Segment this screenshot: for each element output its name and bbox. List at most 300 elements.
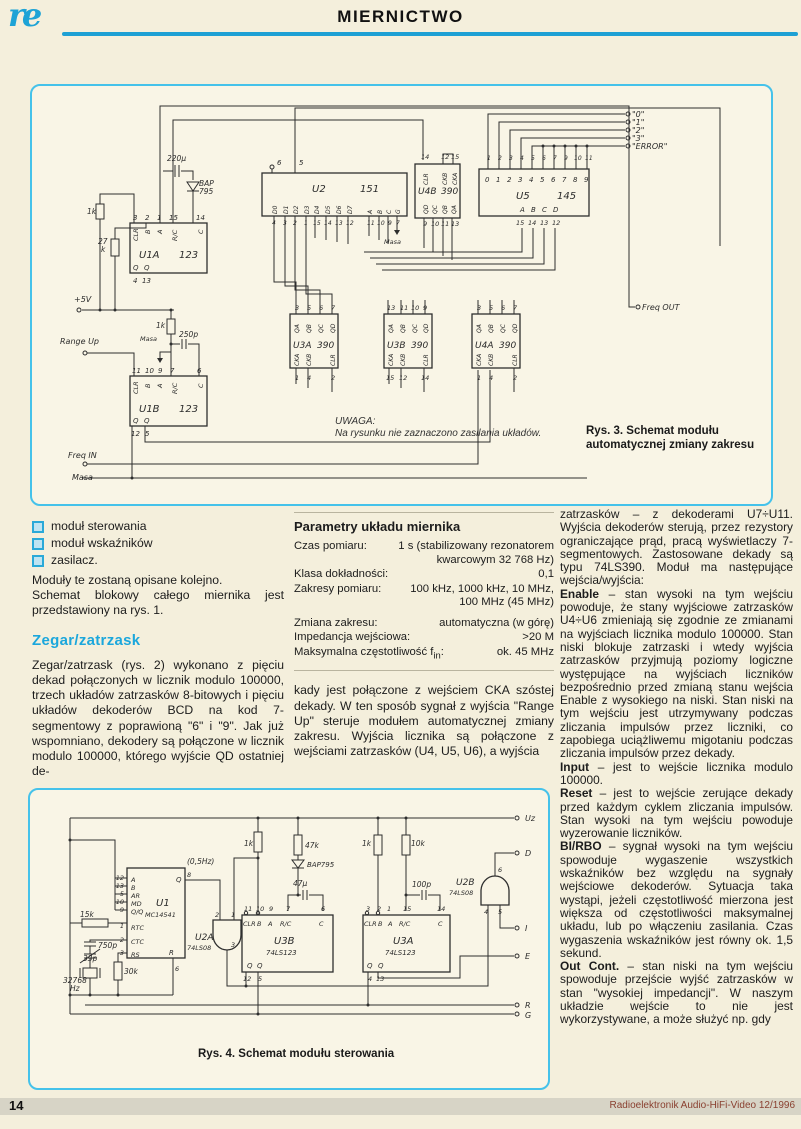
figure3-label-text: QA: [294, 324, 301, 333]
figure3-label-text: 3: [477, 304, 482, 312]
figure3-label-text: 9: [158, 367, 163, 375]
figure3-label-text: B: [144, 383, 152, 388]
figure3-label-text: 9: [388, 220, 392, 227]
right-column: [560, 508, 793, 1027]
figure3-label-text: 6: [277, 159, 282, 167]
figure3-label-text: D5: [325, 205, 332, 214]
figure3-label-text: 9: [564, 155, 568, 162]
figure3-label-text: R/C: [171, 229, 179, 241]
middle-column: [294, 512, 554, 759]
figure3-label-text: 2: [331, 374, 336, 382]
figure3-label-text: 7: [396, 220, 400, 227]
figure3-label-text: 14: [196, 214, 205, 222]
figure3-label-text: D3: [304, 205, 311, 214]
figure3-label-text: CKA: [388, 353, 395, 366]
figure3-label-text: D4: [314, 205, 321, 214]
figure3-label-text: Freq OUT: [642, 303, 680, 312]
figure3-label-text: D6: [336, 205, 343, 214]
figure4-label-text: 750p: [98, 941, 118, 950]
figure3-label-text: B: [531, 206, 536, 214]
io-entry: Input – jest to wejście licznika modulo 100000.: [560, 759, 793, 787]
figure4-label-text: 4: [484, 908, 489, 916]
figure3-label-text: D2: [293, 205, 300, 214]
figure4-label-text: 12: [115, 874, 124, 882]
figure4-label-text: 2: [119, 936, 124, 944]
chip-U1A: [130, 223, 207, 273]
figure3-label-text: U4A: [475, 341, 494, 351]
figure4-label-text: AR: [131, 892, 140, 900]
figure3-label-text: 15: [313, 220, 321, 227]
figure3-label-text: Masa: [72, 473, 93, 482]
figure3-label-text: k: [101, 245, 106, 254]
figure4-label-text: B: [257, 920, 262, 928]
figure3-label-text: 7: [331, 304, 336, 312]
figure3-label-text: C: [386, 209, 393, 214]
figure3-label-text: 13: [540, 219, 549, 227]
figure3-label-text: CLR: [132, 381, 140, 394]
figure4-label-text: C: [438, 920, 443, 928]
figure4-label-text: 74LS123: [266, 949, 297, 957]
figure3-label-text: U2: [312, 184, 326, 195]
figure4-label-text: 33p: [83, 954, 98, 963]
bullet-label: zasilacz.: [51, 552, 98, 567]
figure4-label-text: U3B: [274, 936, 295, 947]
paragraph: zatrzasków – z dekoderami U7÷U11. Wyjścia dekoderów sterują, przez rezystory ograniczające prąd, pracą wyświetlaczy 7-segmentowych. Zastosowane dekady są typu 74LS390. Moduł ma następujące wejścia/wyjścia:: [560, 507, 793, 588]
io-entry: Out Cont. – stan niski na tym wejściu spowoduje przejście wyjść zatrzasków w stan "wysokiej impedancji". W naszym układzie wejście to nie jest wykorzystywane, a może służyć np. gdy: [560, 959, 793, 1027]
figure3-label-text: 10: [377, 220, 385, 227]
figure3-label-text: 7: [513, 304, 518, 312]
figure4-label-text: G: [525, 1011, 532, 1020]
paragraph: Zegar/zatrzask (rys. 2) wykonano z pięciu dekad połączonych w licznik modulo 100000, trzech układów zatrzasków 8-bitowych i pięciu układów dekoderów BCD na kod 7-segmentowy z poprawioną "6" i "9". Jak już wspomniano, dekodery są połączone w licznik modulo 100000, którego wyjście QD ostatniej de-: [32, 657, 284, 779]
figure3-label-text: 5: [531, 155, 535, 162]
figure3-label-text: 4: [133, 277, 138, 285]
figure3-label-text: 12: [552, 219, 561, 227]
figure4-label-text: 8: [187, 871, 192, 879]
figure4-label-text: 1k: [244, 839, 254, 848]
bullet-square-icon: [32, 555, 44, 567]
figure3-label-text: 390: [317, 341, 335, 351]
figure4-label-text: MD: [131, 900, 142, 908]
figure3-label-text: CKB: [488, 353, 495, 366]
figure3-label-text: D7: [347, 205, 354, 214]
list-item: [32, 535, 284, 552]
figure3-label-text: U3B: [387, 341, 406, 351]
figure4-label-text: 1: [231, 911, 236, 919]
figure3-label-text: 5: [145, 430, 150, 438]
parameters-title: Parametry układu miernika: [294, 519, 461, 534]
figure4-label-text: 2: [377, 905, 382, 913]
figure3-label-text: 2: [145, 214, 150, 222]
figure4-label-text: 10: [256, 905, 265, 913]
figure3-label-text: QC: [412, 324, 419, 333]
figure3-note: [335, 416, 541, 440]
figure3-label-text: 2: [507, 176, 512, 184]
figure4-schematic: [30, 790, 543, 1083]
figure3-label-text: 13: [451, 220, 460, 228]
figure4-label-text: 6: [321, 905, 326, 913]
figure4-label-text: 1: [387, 905, 392, 913]
chip-U1B: [130, 376, 207, 426]
figure4-label-text: R: [525, 1001, 531, 1010]
figure3-label-text: Range Up: [60, 337, 100, 346]
figure3-label-text: 123: [179, 250, 199, 261]
figure4-label-text: 3: [366, 905, 371, 913]
figure4-label-text: Q: [247, 962, 253, 970]
figure3-note-text: Na rysunku nie zaznaczono zasilania układów.: [335, 428, 542, 439]
figure3-label-text: 4: [529, 176, 534, 184]
figure3-caption: Rys. 3. Schemat modułu automatycznej zmiany zakresu: [586, 425, 755, 451]
figure3-label-text: 11: [400, 304, 409, 312]
figure3-label-text: 4: [307, 374, 312, 382]
figure4-label-text: 5: [498, 908, 503, 916]
figure3-label-text: Q: [133, 264, 139, 272]
figure3-label-text: 12: [399, 374, 408, 382]
figure4-label-text: CLR: [364, 920, 377, 928]
figure3-label-text: A: [520, 206, 525, 214]
figure4-label-text: D: [525, 849, 532, 858]
figure4-label-text: 47µ: [293, 879, 308, 888]
figure4-label-text: 74LS123: [385, 949, 416, 957]
figure3-label-text: 10: [431, 220, 440, 228]
figure3-label-text: QC: [318, 324, 325, 333]
figure3-label-text: 12: [346, 220, 354, 227]
figure3-label-text: QC: [500, 324, 507, 333]
figure3-label-text: 14: [421, 153, 430, 161]
figure4-label-text: R: [169, 949, 174, 957]
figure4-label-text: 2: [215, 911, 220, 919]
figure3-label-text: "ERROR": [632, 142, 668, 151]
figure4-label-text: RS: [131, 951, 140, 959]
parameter-row: Impedancja wejściowa: >20 M: [294, 631, 554, 644]
figure3-label-text: 1: [487, 155, 491, 162]
figure3-label-text: U1B: [139, 404, 160, 415]
figure4-chips: [127, 868, 509, 972]
figure4-label-text: 14: [437, 905, 446, 913]
figure3-label-text: CLR: [132, 228, 140, 241]
figure3-label-text: 12: [131, 430, 140, 438]
figure4-label-text: 15: [403, 905, 412, 913]
left-column: [32, 518, 284, 779]
figure3-label-text: "2": [632, 126, 645, 135]
figure4-label-text: U2A: [195, 933, 214, 943]
figure3-label-text: +5V: [74, 295, 92, 304]
io-entry: BI/RBO – sygnał wysoki na tym wejściu spowoduje wygaszenie wszystkich wskaźników bez względu na sygnały wejściowe dekoderów. Sytuacja taka wystąpi, jeżeli częstotliwość mierzona jest większa od częstotliwości maksymalnej układu, lub po włączeniu zasilania. Czas wygaszenia wskaźników jest równy ok. 1,5 sekund.: [560, 839, 793, 960]
figure3-label-text: 1k: [87, 207, 97, 216]
figure3-label-text: U3A: [293, 341, 312, 351]
figure3-label-text: "3": [632, 134, 645, 143]
figure4-label-text: 6: [175, 965, 180, 973]
figure3-label-text: U4B: [418, 187, 437, 197]
figure3-label-text: 9: [584, 176, 589, 184]
figure4-label-text: Q: [367, 962, 373, 970]
figure3-label-text: 7: [553, 155, 557, 162]
figure3-label-text: 4: [489, 374, 494, 382]
io-entry: Enable – stan wysoki na tym wejściu powoduje, że stany wyjściowe zatrzasków U4÷U6 zmieniają się zgodnie ze zmianami na wyjściach licznika modulo 100000. Stan niski blokuje zatrzaski i wtedy wyjścia zatrzasków przyjmują poziomy logiczne występujące na wyjściach liczników bezpośrednio przed zmianą stanu wejścia Enable z wysokiego na niski. Stan niski na tym wejściu jest utrzymywany podczas zliczania impulsów przez liczniki, co zapobiega uciążliwemu migotaniu podczas zliczania impulsów przez dekady.: [560, 586, 793, 761]
figure4-label-text: 6: [498, 866, 503, 874]
figure4-label-text: 15k: [80, 910, 94, 919]
magazine-issue: Radioelektronik Audio-HiFi-Video 12/1996: [609, 1100, 795, 1111]
figure3-label-text: B: [377, 209, 384, 214]
figure3-label-text: 10: [411, 304, 420, 312]
and-gate-U2A: [213, 920, 241, 950]
figure3-label-text: CKA: [294, 353, 301, 366]
figure3-label-text: 13: [142, 277, 151, 285]
figure3-label-text: D1: [283, 205, 290, 214]
figure3-label-text: 220µ: [167, 154, 187, 163]
figure4-label-text: B: [378, 920, 383, 928]
figure4-label-text: Q: [176, 876, 182, 884]
figure3-label-text: 9: [423, 220, 428, 228]
parameter-label: Maksymalna częstotliwość $f_{in}$:: [294, 645, 444, 660]
parameter-row: Maksymalna częstotliwość $f_{in}$: ok. 45 MHz: [294, 645, 554, 660]
figure3-label-text: 1k: [156, 321, 166, 330]
paragraph: Schemat blokowy całego miernika jest przedstawiony na rys. 1.: [32, 588, 284, 618]
figure3-label-text: 1: [157, 214, 162, 222]
figure3-label-text: 2: [498, 155, 502, 162]
figure3-label-text: CLR: [423, 173, 430, 185]
paragraph: kady jest połączone z wejściem CKA szóstej dekady. W ten sposób sygnał z wyjścia "Range Up" steruje modułem automatycznej zmiany zakresu. Wyjścia licznika są połączone z wejściami zatrzasków (U4, U5, U6), a wyjścia: [294, 683, 554, 759]
figure3-label-text: 250p: [179, 330, 199, 339]
figure4-caption: Rys. 4. Schemat modułu sterowania: [198, 1048, 395, 1060]
page-title: MIERNICTWO: [337, 7, 464, 26]
figure3-label-text: 1: [477, 374, 482, 382]
parameter-row: Zmiana zakresu: automatyczna (w górę): [294, 616, 554, 629]
figure3-label-text: 13: [387, 304, 396, 312]
figure4-label-text: U2B: [456, 878, 475, 888]
figure3-label-text: C: [197, 229, 205, 234]
figure4-label-text: 5: [258, 975, 263, 983]
magazine-logo: re: [8, 0, 40, 34]
figure3-label-text: C: [197, 383, 205, 388]
figure3-label-text: B: [144, 229, 152, 234]
figure4-label-text: A: [131, 876, 136, 884]
parameter-row: Zakresy pomiaru: 100 kHz, 1000 kHz, 10 MHz, 100 MHz (45 MHz): [294, 582, 554, 609]
figure3-label-text: 390: [411, 341, 429, 351]
figure3-label-text: 145: [557, 191, 577, 202]
figure4-wires: [69, 816, 520, 1016]
figure3-label-text: CLR: [512, 354, 519, 366]
figure3-label-text: 11: [441, 220, 450, 228]
figure3-label-text: "0": [632, 110, 645, 119]
page-number: 14: [9, 1098, 24, 1113]
figure3-label-text: 14: [528, 219, 537, 227]
figure3-label-text: 13: [335, 220, 343, 227]
figure4-label-text: 100p: [412, 880, 432, 889]
figure3-label-text: 11: [132, 367, 141, 375]
figure3-label-text: 1: [496, 176, 501, 184]
figure4-label-text: (0,5Hz): [187, 857, 215, 866]
figure4-label-text: 32768: [63, 976, 87, 985]
figure3-label-text: 1: [295, 374, 300, 382]
figure4-label-text: C: [319, 920, 324, 928]
figure4-label-text: 13: [115, 882, 124, 890]
figure3-label-text: 15: [451, 153, 460, 161]
figure3-label-text: R/C: [171, 382, 179, 394]
figure3-label-text: QA: [451, 205, 458, 214]
figure4-label-text: 47k: [305, 841, 319, 850]
bullet-square-icon: [32, 538, 44, 550]
io-entry: Reset – jest to wejście zerujące dekady przed każdym cyklem zliczania impulsów. Stan wysoki na tym wejściu powoduje wyzerowanie liczników.: [560, 786, 793, 841]
figure3-label-text: QB: [488, 324, 495, 333]
figure3-note-title: UWAGA:: [335, 416, 376, 427]
figure4-label-text: A: [268, 920, 273, 928]
figure3-label-text: CKA: [476, 353, 483, 366]
figure3-label-text: D0: [272, 205, 279, 214]
paragraph: Moduły te zostaną opisane kolejno.: [32, 573, 223, 587]
figure3-label-text: 11: [367, 220, 375, 227]
figure3-label-text: 6: [319, 304, 324, 312]
figure4-label-text: MC14541: [145, 911, 176, 919]
figure3-label-text: C: [542, 206, 547, 214]
and-gate-U2B: [481, 876, 509, 905]
figure4-label-text: Q/Q: [131, 908, 144, 916]
figure3-label-text: QB: [400, 324, 407, 333]
section-heading: Zegar/zatrzask: [32, 631, 141, 649]
figure3-label-text: 390: [441, 187, 459, 197]
figure4-label-text: E: [525, 952, 531, 961]
figure3-label-text: QC: [432, 205, 439, 214]
figure3-label-text: 15: [386, 374, 395, 382]
figure4-label-text: 7: [286, 905, 291, 913]
figure3-label-text: 15: [169, 214, 178, 222]
figure4-label-text: 1: [119, 922, 124, 930]
figure3-label-text: CKB: [442, 172, 449, 185]
figure4-label-text: CLR: [243, 920, 256, 928]
figure3-label-text: 9: [423, 304, 428, 312]
figure3-label-text: 10: [574, 155, 582, 162]
figure3-label-text: U5: [516, 191, 530, 202]
figure3-label-text: D: [553, 206, 559, 214]
figure3-label-text: Q: [133, 417, 139, 425]
figure4-label-text: 9: [119, 906, 124, 914]
figure3-label-text: 10: [145, 367, 154, 375]
parameter-row: Klasa dokładności: 0,1: [294, 568, 554, 581]
figure3-label-text: Q: [144, 264, 150, 272]
figure4-label-text: 1k: [362, 839, 372, 848]
figure4-label-text: 12: [243, 975, 252, 983]
figure3-label-text: QA: [388, 324, 395, 333]
figure3-label-text: 3: [509, 155, 513, 162]
figure3-label-text: QA: [476, 324, 483, 333]
figure3-label-text: 6: [501, 304, 506, 312]
figure3-label-text: 3: [518, 176, 523, 184]
figure3-label-text: 5: [299, 159, 304, 167]
figure3-label-text: 795: [199, 187, 214, 196]
figure3-label-text: 2: [513, 374, 518, 382]
figure3-label-text: U1A: [139, 250, 160, 261]
figure3-label-text: 7: [170, 367, 175, 375]
figure4-label-text: 74LS08: [187, 944, 212, 952]
figure3-label-text: 4: [272, 220, 276, 227]
figure3-label-text: QD: [512, 323, 519, 333]
figure4-label-text: BAP795: [307, 861, 335, 869]
figure3-label-text: 5: [307, 304, 312, 312]
figure3-label-text: 2: [293, 220, 297, 227]
figure4-label-text: Hz: [70, 984, 80, 993]
figure4-label-text: 10k: [411, 839, 425, 848]
figure4-label-text: 3: [231, 941, 236, 949]
figure4-label-text: R/C: [280, 920, 292, 928]
figure3-label-text: 0: [485, 176, 490, 184]
figure3-label-text: CLR: [330, 354, 337, 366]
figure3-label-text: 7: [562, 176, 567, 184]
figure3-label-text: A: [156, 383, 164, 388]
figure3-label-text: QD: [423, 204, 430, 214]
figure3-label-text: 390: [499, 341, 517, 351]
figure3-label-text: Masa: [140, 335, 157, 343]
figure4-label-text: RTC: [131, 924, 145, 932]
figure3-label-text: CKA: [452, 172, 459, 185]
figure3-label-text: 14: [421, 374, 430, 382]
figure3-label-text: BAP: [199, 179, 214, 188]
figure3-label-text: 6: [197, 367, 202, 375]
figure4-label-text: 30k: [124, 967, 138, 976]
figure4-label-text: 74LS08: [449, 889, 474, 897]
bullet-label: moduł wskaźników: [51, 535, 153, 550]
figure3-label-text: 6: [551, 176, 556, 184]
figure4-label-text: R/C: [399, 920, 411, 928]
figure4-label-text: Uz: [525, 814, 536, 823]
figure3-label-text: 123: [179, 404, 199, 415]
header-rule: [62, 32, 798, 36]
figure3-label-text: A: [156, 229, 164, 234]
figure3-label-text: 11: [585, 155, 593, 162]
figure4-box: [28, 788, 550, 1090]
parameters-box: [294, 512, 554, 671]
figure3-label-text: G: [395, 209, 402, 214]
figure3-label-text: 3: [283, 220, 287, 227]
figure3-label-text: "1": [632, 118, 645, 127]
figure4-label-text: I: [525, 924, 528, 933]
figure3-label-text: 27: [98, 237, 108, 246]
figure3-label-text: Q: [144, 417, 150, 425]
figure4-label-text: Q: [378, 962, 384, 970]
figure4-label-text: U1: [156, 898, 170, 909]
figure3-label-text: Masa: [384, 238, 401, 246]
figure3-label-text: 5: [540, 176, 545, 184]
figure4-label-text: 10: [115, 898, 124, 906]
figure3-label-text: QD: [330, 323, 337, 333]
figure3-label-text: 15: [516, 219, 525, 227]
figure3-label-text: CKB: [400, 353, 407, 366]
figure3-label-text: Freq IN: [68, 451, 97, 460]
figure3-label-text: 3: [133, 214, 138, 222]
list-item: [32, 518, 284, 535]
figure3-label-text: 5: [489, 304, 494, 312]
figure3-label-text: 151: [360, 184, 380, 195]
figure3-label-text: QD: [423, 323, 430, 333]
figure3-label-text: QB: [442, 205, 449, 214]
figure4-label-text: U3A: [393, 936, 414, 947]
figure3-label-text: 12: [441, 153, 450, 161]
figure3-label-text: 14: [324, 220, 332, 227]
figure3-label-text: CLR: [423, 354, 430, 366]
figure3-label-text: A: [367, 209, 374, 214]
figure3-label-text: CKB: [306, 353, 313, 366]
figure4-label-text: B: [131, 884, 136, 892]
figure4-label-text: Q: [257, 962, 263, 970]
figure4-label-text: 5: [119, 890, 124, 898]
figure4-label-text: 9: [269, 905, 274, 913]
figure3-label-text: 8: [573, 176, 578, 184]
figure3-label-text: QB: [306, 324, 313, 333]
figure3-label-text: 1: [304, 220, 308, 227]
bullet-label: moduł sterowania: [51, 518, 147, 533]
figure4-label-text: 3: [119, 949, 124, 957]
figure4-label-text: 11: [244, 905, 253, 913]
figure4-label-text: A: [388, 920, 393, 928]
figure3-label-text: 4: [520, 155, 524, 162]
